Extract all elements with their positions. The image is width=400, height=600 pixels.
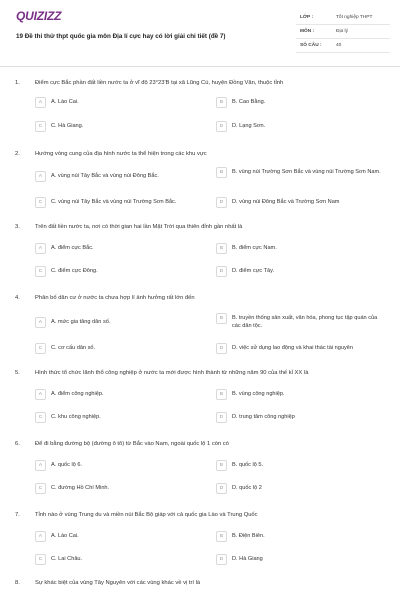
question-text: Trên đất liền nước ta, nơi có thời gian hai lần Mặt Trời qua thiên đỉnh gần nhất là: [35, 224, 243, 230]
question-text: Để đi bằng đường bộ (đường ô tô) từ Bắc vào Nam, ngoài quốc lộ 1 còn có: [35, 441, 229, 447]
worksheet-header: [0, 0, 400, 62]
option-text: D. Lạng Sơn.: [232, 123, 266, 129]
option-d[interactable]: [216, 197, 386, 208]
question-number: 8.: [15, 580, 20, 586]
option-text: A. vùng núi Tây Bắc và vùng núi Đông Bắc.: [51, 173, 159, 179]
option-text: B. Cao Bằng.: [232, 99, 266, 105]
header-divider: [0, 66, 400, 67]
option-letter-box: D: [216, 266, 227, 277]
option-letter-box: B: [216, 531, 227, 542]
document-title: 19 Đề thi thử thpt quốc gia môn Địa lí cực hay có lời giải chi tiết (đề 7): [16, 33, 226, 40]
meta-value: Địa lý: [336, 29, 348, 34]
meta-row-class: [296, 11, 390, 25]
option-letter-box: D: [216, 554, 227, 565]
option-b[interactable]: [216, 313, 386, 330]
option-text: B. Điện Biên.: [232, 533, 265, 539]
option-letter-box: A: [35, 531, 46, 542]
option-letter-box: A: [35, 97, 46, 108]
option-b[interactable]: [216, 97, 386, 108]
option-text: D. trung tâm công nghiệp: [232, 414, 295, 420]
option-text: C. khu công nghiệp.: [51, 414, 101, 420]
option-text: A. Lào Cai.: [51, 99, 79, 105]
question-text: Điểm cực Bắc phần đất liền nước ta ở vĩ độ 23°23'B tại xã Lũng Cú, huyện Đồng Văn, thuộc tỉnh: [35, 80, 284, 86]
option-text: B. vùng công nghiệp.: [232, 391, 285, 397]
question-text: Hình thức tổ chức lãnh thổ công nghiệp ở nước ta mới được hình thành từ những năm 90 của thế kỉ XX là: [35, 370, 309, 376]
option-letter-box: B: [216, 460, 227, 471]
option-text: C. Lai Châu.: [51, 556, 83, 562]
option-text: A. điểm công nghiệp.: [51, 391, 104, 397]
option-a[interactable]: [35, 97, 205, 108]
meta-value: 40: [336, 43, 342, 48]
option-text: D. việc sử dụng lao động và khai thác tài nguyên: [232, 345, 353, 351]
option-text: A. điểm cực Bắc.: [51, 245, 94, 251]
option-letter-box: A: [35, 389, 46, 400]
option-c[interactable]: [35, 266, 205, 277]
option-letter-box: B: [216, 167, 227, 178]
option-c[interactable]: [35, 197, 205, 208]
option-b[interactable]: [216, 389, 386, 400]
option-letter-box: D: [216, 483, 227, 494]
option-a[interactable]: [35, 317, 205, 328]
option-text: C. điểm cực Đông.: [51, 268, 98, 274]
option-letter-box: D: [216, 343, 227, 354]
option-text: C. cơ cấu dân số.: [51, 345, 96, 351]
option-letter-box: A: [35, 171, 46, 182]
option-text: D. quốc lộ 2: [232, 485, 262, 491]
option-c[interactable]: [35, 483, 205, 494]
option-text: C. Hà Giang.: [51, 123, 84, 129]
option-c[interactable]: [35, 343, 205, 354]
meta-label: LỚP :: [300, 15, 314, 20]
option-letter-box: A: [35, 317, 46, 328]
question-text: Sự khác biệt của vùng Tây Nguyên với các vùng khác về vị trí là: [35, 580, 201, 586]
option-letter-box: C: [35, 412, 46, 423]
option-letter-box: D: [216, 412, 227, 423]
option-d[interactable]: [216, 554, 386, 565]
question-number: 1.: [15, 80, 20, 86]
option-letter-box: B: [216, 313, 227, 324]
option-c[interactable]: [35, 412, 205, 423]
option-text: D. điểm cực Tây.: [232, 268, 275, 274]
option-text: A. Lào Cai.: [51, 533, 79, 539]
option-d[interactable]: [216, 412, 386, 423]
option-text: D. vùng núi Đông Bắc và Trường Sơn Nam: [232, 199, 340, 205]
option-b[interactable]: [216, 531, 386, 542]
meta-row-count: [296, 39, 390, 53]
option-d[interactable]: [216, 343, 386, 354]
option-letter-box: A: [35, 243, 46, 254]
meta-table: [296, 11, 390, 53]
option-text: B. vùng núi Trường Sơn Bắc và vùng núi Trường Sơn Nam.: [232, 169, 381, 175]
option-a[interactable]: [35, 531, 205, 542]
question-number: 3.: [15, 224, 20, 230]
option-text: A. mức gia tăng dân số.: [51, 319, 111, 325]
option-a[interactable]: [35, 389, 205, 400]
option-letter-box: C: [35, 343, 46, 354]
option-letter-box: D: [216, 121, 227, 132]
option-c[interactable]: [35, 121, 205, 132]
question-text: Hướng vòng cung của địa hình nước ta thể hiện trong các khu vực: [35, 151, 207, 157]
question-number: 7.: [15, 512, 20, 518]
option-letter-box: A: [35, 460, 46, 471]
option-text: B. quốc lộ 5.: [232, 462, 264, 468]
option-text: B. truyền thống sản xuất, văn hóa, phong tục tập quán của các dân tộc.: [232, 315, 378, 329]
option-letter-box: B: [216, 97, 227, 108]
quizizz-logo: QUIZIZZ: [16, 9, 62, 23]
option-d[interactable]: [216, 121, 386, 132]
option-c[interactable]: [35, 554, 205, 565]
option-text: B. điểm cực Nam.: [232, 245, 277, 251]
option-d[interactable]: [216, 266, 386, 277]
meta-row-subject: [296, 25, 390, 39]
option-a[interactable]: [35, 460, 205, 471]
option-letter-box: C: [35, 121, 46, 132]
question-number: 4.: [15, 295, 20, 301]
option-text: D. Hà Giang: [232, 556, 263, 562]
option-b[interactable]: [216, 167, 386, 178]
meta-label: MÔN :: [300, 29, 315, 34]
question-text: Tỉnh nào ở vùng Trung du và miền núi Bắc Bộ giáp với cả quốc gia Lào và Trung Quốc: [35, 512, 258, 518]
option-letter-box: C: [35, 483, 46, 494]
meta-label: SỐ CÂU :: [300, 43, 322, 48]
option-b[interactable]: [216, 460, 386, 471]
question-number: 6.: [15, 441, 20, 447]
option-text: C. vùng núi Tây Bắc và vùng núi Trường Sơn Bắc.: [51, 199, 177, 205]
option-a[interactable]: [35, 243, 205, 254]
option-text: A. quốc lộ 6.: [51, 462, 83, 468]
option-letter-box: D: [216, 197, 227, 208]
question-text: Phân bố dân cư ở nước ta chưa hợp lí ảnh hưởng rất lớn đến: [35, 295, 195, 301]
option-d[interactable]: [216, 483, 386, 494]
option-letter-box: C: [35, 554, 46, 565]
meta-value: Tốt nghiệp THPT: [336, 15, 373, 20]
option-letter-box: C: [35, 266, 46, 277]
option-letter-box: B: [216, 389, 227, 400]
question-number: 2.: [15, 151, 20, 157]
option-letter-box: B: [216, 243, 227, 254]
option-a[interactable]: [35, 171, 205, 182]
option-b[interactable]: [216, 243, 386, 254]
option-text: C. đường Hồ Chí Minh.: [51, 485, 110, 491]
option-letter-box: C: [35, 197, 46, 208]
question-number: 5.: [15, 370, 20, 376]
